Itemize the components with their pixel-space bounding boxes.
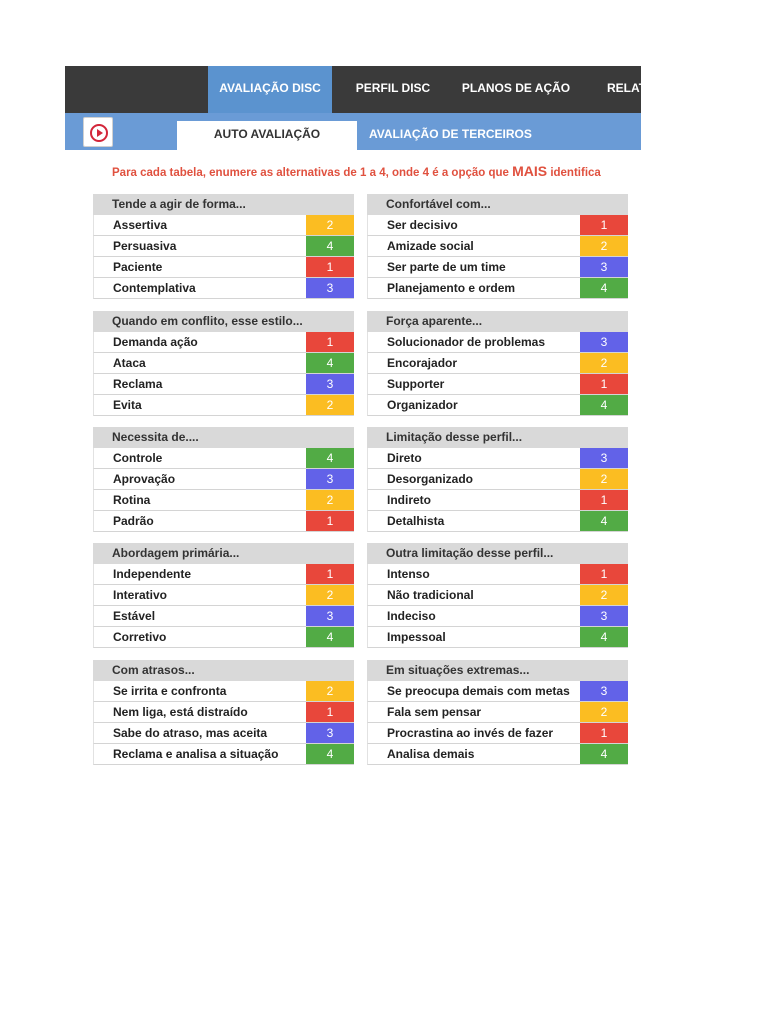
rank-value-cell[interactable]: 3 [306,606,354,626]
rank-value-cell[interactable]: 4 [306,744,354,764]
table-row [367,511,628,532]
table-row [93,448,354,469]
table-row [367,353,628,374]
rank-value-cell[interactable]: 4 [580,395,628,415]
table-row [93,257,354,278]
table-title: Força aparente... [367,311,628,332]
option-label: Organizador [387,398,458,412]
assessment-table [93,311,354,416]
play-button[interactable] [83,117,113,147]
option-label: Analisa demais [387,747,475,761]
table-row [367,395,628,416]
table-row [367,448,628,469]
option-label: Impessoal [387,630,446,644]
table-row [367,627,628,648]
rank-value-cell[interactable]: 4 [306,353,354,373]
table-row [93,723,354,744]
table-row [367,490,628,511]
option-label: Indireto [387,493,431,507]
option-label: Se preocupa demais com metas [387,684,570,698]
table-title: Limitação desse perfil... [367,427,628,448]
option-label: Indeciso [387,609,436,623]
option-label: Estável [113,609,156,623]
table-row [367,332,628,353]
table-row [367,278,628,299]
option-label: Planejamento e ordem [387,281,516,295]
table-row [367,723,628,744]
rank-value-cell[interactable]: 2 [306,395,354,415]
option-label: Ser decisivo [387,218,458,232]
rank-value-cell[interactable]: 2 [306,585,354,605]
rank-value-cell[interactable]: 1 [580,490,628,510]
rank-value-cell[interactable]: 2 [306,681,354,701]
option-label: Não tradicional [387,588,474,602]
table-title: Confortável com... [367,194,628,215]
rank-value-cell[interactable]: 2 [580,702,628,722]
table-row [367,585,628,606]
table-row [93,278,354,299]
option-label: Fala sem pensar [387,705,482,719]
assessment-table [367,194,628,299]
assessment-table [367,660,628,765]
rank-value-cell[interactable]: 3 [580,257,628,277]
rank-value-cell[interactable]: 4 [580,278,628,298]
rank-value-cell[interactable]: 1 [580,723,628,743]
assessment-table [93,543,354,648]
table-row [93,353,354,374]
option-label: Encorajador [387,356,458,370]
rank-value-cell[interactable]: 1 [306,564,354,584]
option-label: Sabe do atraso, mas aceita [113,726,268,740]
option-label: Se irrita e confronta [113,684,227,698]
instruction-before: Para cada tabela, enumere as alternativas de 1 a 4, onde 4 é a opção que [112,167,513,179]
table-title: Tende a agir de forma... [93,194,354,215]
table-row [367,702,628,723]
table-row [93,490,354,511]
table-row [367,236,628,257]
rank-value-cell[interactable]: 1 [580,564,628,584]
rank-value-cell[interactable]: 4 [580,627,628,647]
table-row [367,469,628,490]
option-label: Reclama [113,377,163,391]
rank-value-cell[interactable]: 2 [306,490,354,510]
option-label: Rotina [113,493,151,507]
option-label: Corretivo [113,630,167,644]
rank-value-cell[interactable]: 2 [580,469,628,489]
table-row [93,332,354,353]
option-label: Aprovação [113,472,176,486]
rank-value-cell[interactable]: 1 [306,702,354,722]
table-row [367,744,628,765]
table-title: Necessita de.... [93,427,354,448]
tab-relatorio[interactable]: RELATÓRIO [607,81,677,95]
option-label: Contemplativa [113,281,196,295]
sub-navigation [65,113,641,150]
rank-value-cell[interactable]: 3 [306,469,354,489]
assessment-table [367,543,628,648]
table-row [93,564,354,585]
tab-avaliacao-de-terceiros[interactable]: AVALIAÇÃO DE TERCEIROS [369,127,532,141]
table-title: Outra limitação desse perfil... [367,543,628,564]
table-title: Em situações extremas... [367,660,628,681]
assessment-table [93,660,354,765]
option-label: Amizade social [387,239,474,253]
rank-value-cell[interactable]: 3 [306,278,354,298]
option-label: Ser parte de um time [387,260,506,274]
instruction-text [112,160,641,184]
instruction-after: identifica [547,167,601,179]
assessment-table [93,194,354,299]
option-label: Procrastina ao invés de fazer [387,726,554,740]
rank-value-cell[interactable]: 3 [580,606,628,626]
option-label: Padrão [113,514,154,528]
option-label: Desorganizado [387,472,474,486]
table-title: Com atrasos... [93,660,354,681]
option-label: Paciente [113,260,163,274]
rank-value-cell[interactable]: 2 [580,585,628,605]
tab-perfil-disc[interactable]: PERFIL DISC [355,81,431,95]
rank-value-cell[interactable]: 1 [306,511,354,531]
rank-value-cell[interactable]: 1 [580,374,628,394]
assessment-table [93,427,354,532]
rank-value-cell[interactable]: 4 [306,236,354,256]
rank-value-cell[interactable]: 2 [580,236,628,256]
table-row [93,606,354,627]
table-row [93,702,354,723]
rank-value-cell[interactable]: 3 [306,723,354,743]
tab-avaliacao-disc[interactable]: AVALIAÇÃO DISC [208,66,332,113]
table-row [367,564,628,585]
table-row [93,236,354,257]
table-row [93,469,354,490]
rank-value-cell[interactable]: 2 [306,215,354,235]
option-label: Ataca [113,356,146,370]
option-label: Reclama e analisa a situação [113,747,279,761]
table-row [93,511,354,532]
option-label: Evita [113,398,142,412]
rank-value-cell[interactable]: 3 [306,374,354,394]
table-row [367,215,628,236]
table-row [367,374,628,395]
option-label: Nem liga, está distraído [113,705,248,719]
option-label: Supporter [387,377,445,391]
table-title: Quando em conflito, esse estilo... [93,311,354,332]
table-row [367,681,628,702]
table-row [93,681,354,702]
table-row [93,627,354,648]
rank-value-cell[interactable]: 1 [306,257,354,277]
rank-value-cell[interactable]: 4 [580,511,628,531]
table-row [93,395,354,416]
rank-value-cell[interactable]: 4 [306,448,354,468]
option-label: Controle [113,451,163,465]
option-label: Direto [387,451,422,465]
assessment-table [367,311,628,416]
rank-value-cell[interactable]: 2 [580,353,628,373]
option-label: Assertiva [113,218,168,232]
rank-value-cell[interactable]: 4 [306,627,354,647]
option-label: Independente [113,567,192,581]
app-header [65,66,677,150]
instruction-emphasis: MAIS [512,163,548,179]
option-label: Solucionador de problemas [387,335,546,349]
table-row [367,257,628,278]
table-row [93,585,354,606]
table-row [93,744,354,765]
option-label: Demanda ação [113,335,198,349]
table-row [367,606,628,627]
play-circle-icon [89,123,109,143]
rank-value-cell[interactable]: 4 [580,744,628,764]
table-row [93,374,354,395]
tab-planos-de-acao[interactable]: PLANOS DE AÇÃO [461,81,571,95]
rank-value-cell[interactable]: 3 [580,332,628,352]
rank-value-cell[interactable]: 3 [580,681,628,701]
tab-auto-avaliacao[interactable]: AUTO AVALIAÇÃO [177,121,357,150]
option-label: Interativo [113,588,168,602]
table-title: Abordagem primária... [93,543,354,564]
table-row [93,215,354,236]
rank-value-cell[interactable]: 1 [580,215,628,235]
option-label: Detalhista [387,514,445,528]
assessment-table [367,427,628,532]
option-label: Persuasiva [113,239,177,253]
option-label: Intenso [387,567,430,581]
top-navigation [65,66,677,113]
rank-value-cell[interactable]: 3 [580,448,628,468]
rank-value-cell[interactable]: 1 [306,332,354,352]
